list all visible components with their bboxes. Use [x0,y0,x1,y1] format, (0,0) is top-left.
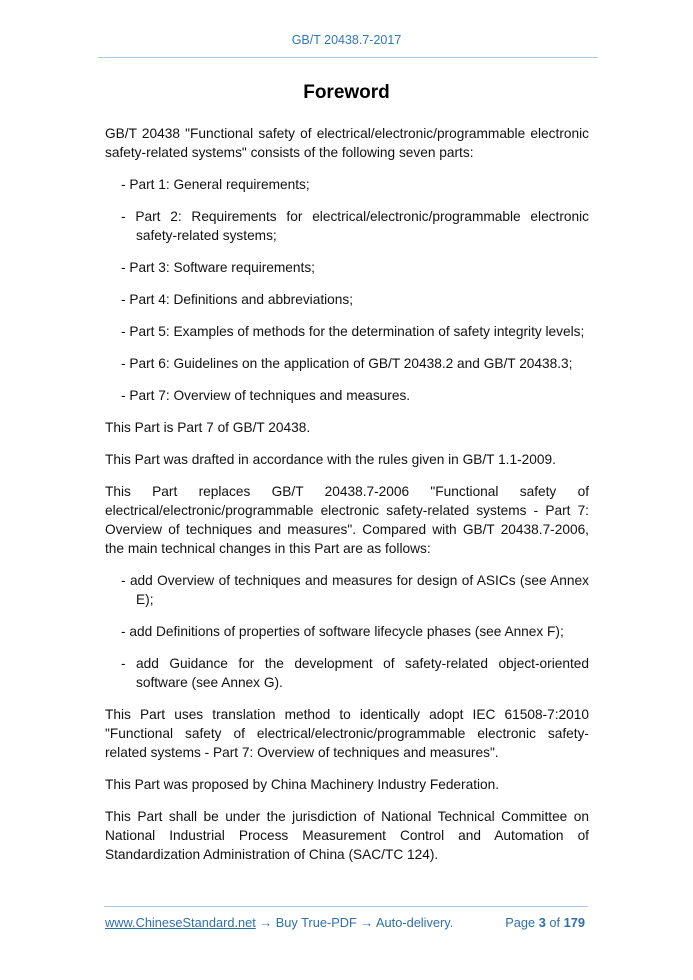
jurisdiction-paragraph: This Part shall be under the jurisdiction of National Technical Committee on National Industrial Process Measurement Control and Automation of Standardization Administration of China (SAC/TC 124). [105,809,589,862]
document-code-header: GB/T 20438.7-2017 [291,33,402,47]
proposed-paragraph: This Part was proposed by China Machinery Industry Federation. [105,777,500,792]
part-list-item: - Part 5: Examples of methods for the determination of safety integrity levels; [121,324,585,339]
part7-paragraph: This Part is Part 7 of GB/T 20438. [105,420,311,435]
intro-paragraph: GB/T 20438 "Functional safety of electrical/electronic/programmable electronic safety-related systems" consists of the following seven parts: [105,126,589,160]
change-list-item: - add Definitions of properties of software lifecycle phases (see Annex F); [121,624,564,639]
part-list-item: - Part 6: Guidelines on the application of GB/T 20438.2 and GB/T 20438.3; [121,356,573,371]
total-pages: 179 [563,915,585,930]
part-list-item: - Part 4: Definitions and abbreviations; [121,292,354,307]
page-title: Foreword [303,82,390,103]
website-link[interactable]: www.ChineseStandard.net [105,915,256,930]
replaces-paragraph: This Part replaces GB/T 20438.7-2006 "Functional safety of electrical/electronic/programmable electronic safety-related systems - Part 7: Overview of techniques and measures". Compared with GB/T 20438.7-2006, the main technical changes in this Part are as follows: [105,484,589,556]
drafted-paragraph: This Part was drafted in accordance with the rules given in GB/T 1.1-2009. [105,452,556,467]
part-list-item: - Part 7: Overview of techniques and measures. [121,388,411,403]
part-list-item: - Part 2: Requirements for electrical/electronic/programmable electronic safety-related systems; [121,209,589,243]
document-body [105,124,589,877]
translation-paragraph: This Part uses translation method to identically adopt IEC 61508-7:2010 "Functional safety of electrical/electronic/programmable electronic safety-related systems - Part 7: Overview of techniques and measures". [105,707,589,760]
page-number: Page 3 of 179 [505,915,585,930]
page-footer [105,915,585,930]
promo-text: → Buy True-PDF → Auto-delivery. [255,915,454,930]
header-divider [98,57,598,58]
part-list-item: - Part 3: Software requirements; [121,260,315,275]
current-page: 3 [538,915,546,930]
change-list-item: - add Overview of techniques and measures for design of ASICs (see Annex E); [121,573,589,607]
footer-divider [104,906,588,907]
part-list-item: - Part 1: General requirements; [121,177,310,192]
change-list-item: - add Guidance for the development of safety-related object-oriented software (see Annex G). [121,656,589,690]
